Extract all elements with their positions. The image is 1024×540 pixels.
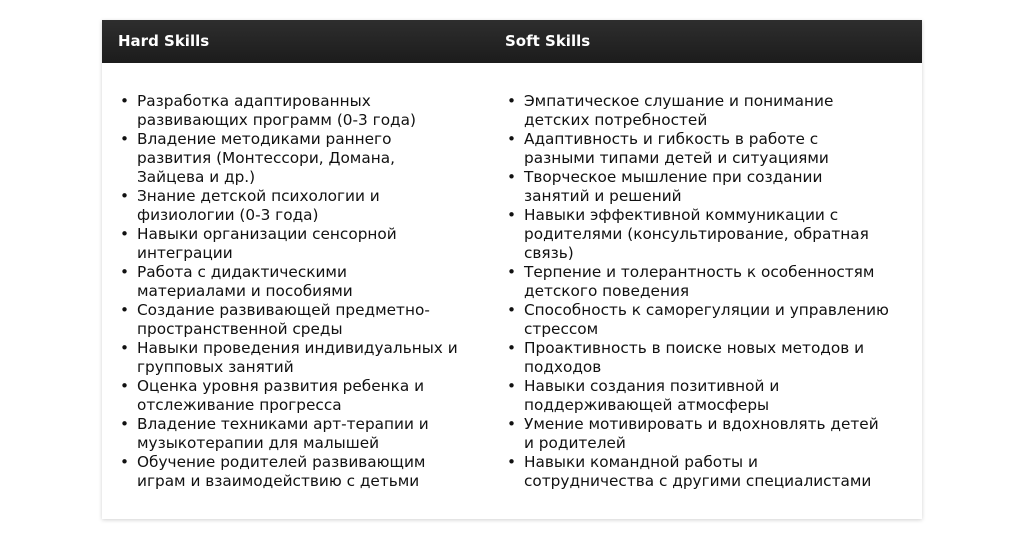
bullet-icon: • bbox=[507, 339, 517, 357]
list-item bbox=[505, 263, 910, 301]
bullet-icon: • bbox=[120, 377, 130, 395]
skill-text: Терпение и толерантность к особенностям детского поведения bbox=[524, 263, 875, 300]
skill-text: Навыки проведения индивидуальных и групповых занятий bbox=[137, 339, 458, 376]
list-item bbox=[505, 92, 910, 130]
skill-text: Создание развивающей предметно- пространственной среды bbox=[137, 301, 430, 338]
bullet-icon: • bbox=[507, 92, 517, 110]
skill-text: Способность к саморегуляции и управлению стрессом bbox=[524, 301, 889, 338]
bullet-icon: • bbox=[120, 301, 130, 319]
bullet-icon: • bbox=[120, 130, 130, 148]
skill-text: Навыки эффективной коммуникации с родителями (консультирование, обратная связь) bbox=[524, 206, 869, 262]
list-item bbox=[118, 187, 490, 225]
skills-table bbox=[102, 20, 922, 519]
skill-text: Владение техниками арт-терапии и музыкотерапии для малышей bbox=[137, 415, 429, 452]
hard-skills-list bbox=[118, 92, 490, 491]
skill-text: Обучение родителей развивающим играм и взаимодействию с детьми bbox=[137, 453, 426, 490]
list-item bbox=[505, 377, 910, 415]
list-item bbox=[505, 415, 910, 453]
skill-text: Творческое мышление при создании занятий и решений bbox=[524, 168, 823, 205]
skill-text: Владение методиками раннего развития (Монтессори, Домана, Зайцева и др.) bbox=[137, 130, 395, 186]
skill-text: Навыки командной работы и сотрудничества с другими специалистами bbox=[524, 453, 872, 490]
bullet-icon: • bbox=[507, 453, 517, 471]
skill-text: Разработка адаптированных развивающих программ (0-3 года) bbox=[137, 92, 416, 129]
list-item bbox=[118, 453, 490, 491]
skill-text: Знание детской психологии и физиологии (0-3 года) bbox=[137, 187, 380, 224]
skill-text: Умение мотивировать и вдохновлять детей и родителей bbox=[524, 415, 879, 452]
bullet-icon: • bbox=[507, 206, 517, 224]
skill-text: Проактивность в поиске новых методов и подходов bbox=[524, 339, 865, 376]
soft-skills-list bbox=[505, 92, 910, 491]
bullet-icon: • bbox=[507, 168, 517, 186]
hard-skills-header: Hard Skills bbox=[118, 32, 210, 50]
skill-text: Эмпатическое слушание и понимание детских потребностей bbox=[524, 92, 834, 129]
bullet-icon: • bbox=[120, 453, 130, 471]
list-item bbox=[118, 130, 490, 187]
bullet-icon: • bbox=[120, 263, 130, 281]
list-item bbox=[118, 415, 490, 453]
skill-text: Работа с дидактическими материалами и пособиями bbox=[137, 263, 353, 300]
bullet-icon: • bbox=[120, 225, 130, 243]
table-header bbox=[102, 20, 922, 63]
bullet-icon: • bbox=[507, 301, 517, 319]
bullet-icon: • bbox=[507, 415, 517, 433]
list-item bbox=[118, 339, 490, 377]
hard-skills-column bbox=[118, 92, 490, 491]
skill-text: Навыки организации сенсорной интеграции bbox=[137, 225, 397, 262]
bullet-icon: • bbox=[120, 92, 130, 110]
bullet-icon: • bbox=[507, 130, 517, 148]
list-item bbox=[505, 206, 910, 263]
list-item bbox=[118, 92, 490, 130]
list-item bbox=[118, 301, 490, 339]
bullet-icon: • bbox=[507, 377, 517, 395]
skill-text: Навыки создания позитивной и поддерживающей атмосферы bbox=[524, 377, 780, 414]
bullet-icon: • bbox=[120, 415, 130, 433]
list-item bbox=[505, 130, 910, 168]
list-item bbox=[118, 377, 490, 415]
soft-skills-header: Soft Skills bbox=[505, 32, 591, 50]
list-item bbox=[505, 339, 910, 377]
list-item bbox=[118, 225, 490, 263]
bullet-icon: • bbox=[507, 263, 517, 281]
list-item bbox=[118, 263, 490, 301]
bullet-icon: • bbox=[120, 187, 130, 205]
skill-text: Оценка уровня развития ребенка и отслеживание прогресса bbox=[137, 377, 425, 414]
soft-skills-column bbox=[505, 92, 910, 491]
list-item bbox=[505, 301, 910, 339]
bullet-icon: • bbox=[120, 339, 130, 357]
skill-text: Адаптивность и гибкость в работе с разными типами детей и ситуациями bbox=[524, 130, 829, 167]
list-item bbox=[505, 453, 910, 491]
list-item bbox=[505, 168, 910, 206]
